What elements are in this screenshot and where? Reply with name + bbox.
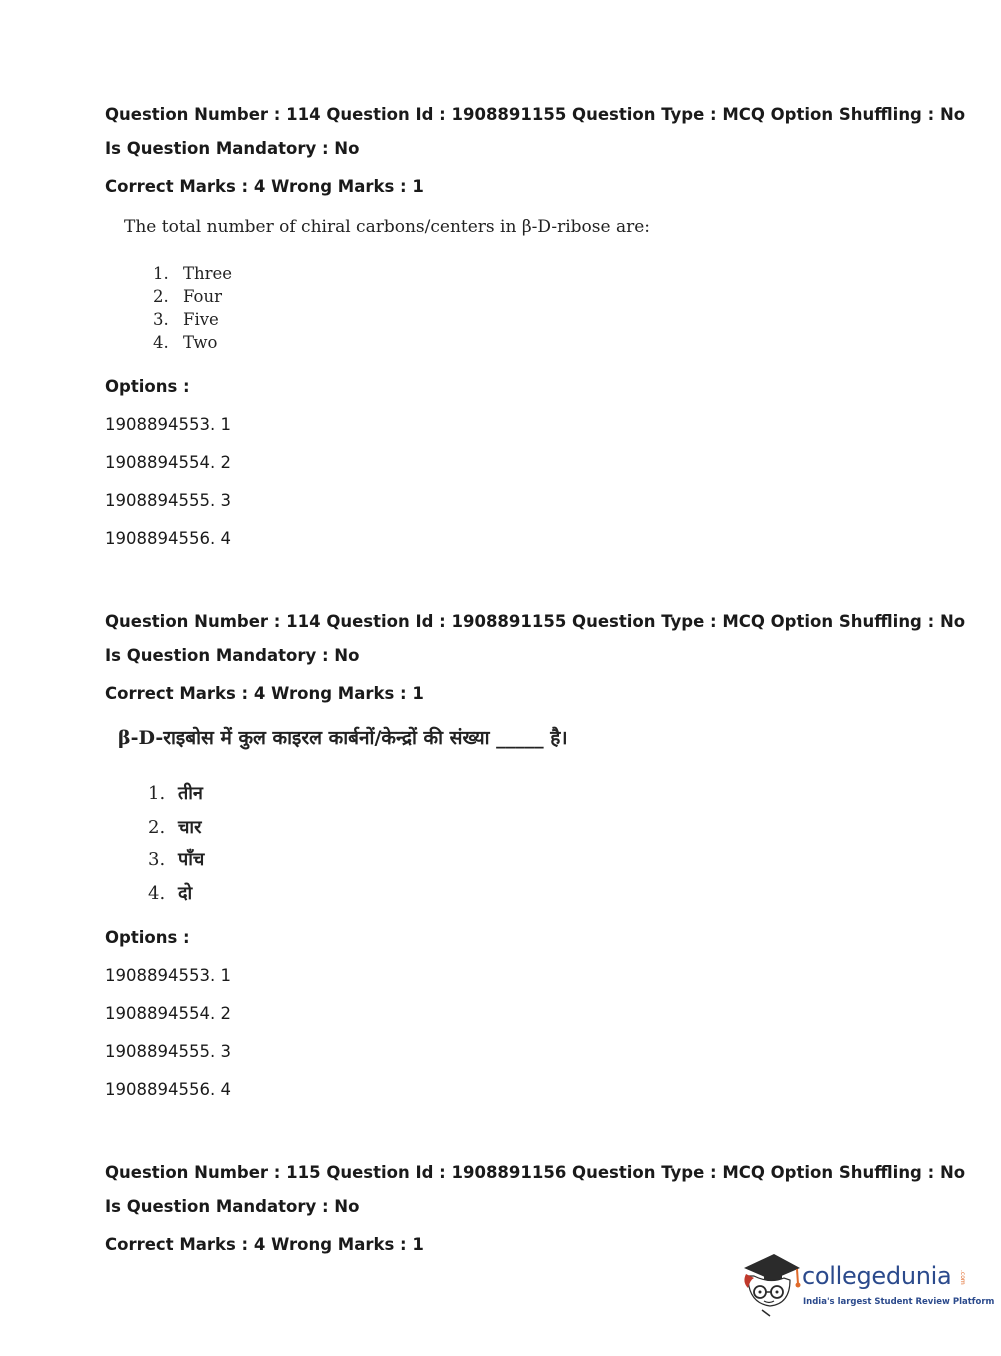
choice-label: Three [183, 264, 233, 283]
logo-wordmark: collegedunia [802, 1262, 952, 1290]
q2-choice-4 [148, 883, 192, 905]
q3-meta-line2: Is Question Mandatory : No [105, 1197, 360, 1216]
logo-suffix: .com [959, 1270, 966, 1285]
logo-tagline: India's largest Student Review Platform [803, 1297, 995, 1307]
choice-label: तीन [178, 783, 203, 804]
choice-label: Four [183, 287, 222, 306]
q2-choice-1 [148, 783, 203, 805]
q2-option-3: 1908894555. 3 [105, 1042, 231, 1061]
choice-label: चार [178, 817, 202, 838]
q2-meta-line2: Is Question Mandatory : No [105, 646, 360, 665]
choice-label: Five [183, 310, 219, 329]
q2-meta-line1: Question Number : 114 Question Id : 1908891155 Question Type : MCQ Option Shuffling : No [105, 612, 966, 631]
q1-choice-1 [153, 263, 232, 285]
q1-choice-4 [153, 332, 217, 354]
q2-meta-line3: Correct Marks : 4 Wrong Marks : 1 [105, 684, 424, 703]
choice-number: 1. [148, 783, 166, 804]
choice-number: 2. [153, 287, 169, 306]
q2-choice-3 [148, 849, 204, 871]
choice-label: Two [183, 333, 218, 352]
q1-meta-line2: Is Question Mandatory : No [105, 139, 360, 158]
q2-option-1: 1908894553. 1 [105, 966, 231, 985]
q1-choice-2 [153, 286, 222, 308]
q1-option-2: 1908894554. 2 [105, 453, 231, 472]
q3-meta-line1: Question Number : 115 Question Id : 1908891156 Question Type : MCQ Option Shuffling : No [105, 1163, 966, 1182]
q2-choice-2 [148, 817, 201, 839]
q1-options-heading: Options : [105, 377, 190, 396]
q2-option-2: 1908894554. 2 [105, 1004, 231, 1023]
q1-option-4: 1908894556. 4 [105, 529, 231, 548]
q2-option-4: 1908894556. 4 [105, 1080, 231, 1099]
q2-stem: β-D-राइबोस में कुल काइरल कार्बनों/केन्द्रों की संख्या _____ है। [118, 727, 568, 749]
q1-option-3: 1908894555. 3 [105, 491, 231, 510]
choice-number: 3. [153, 310, 169, 329]
q1-choice-3 [153, 309, 219, 331]
choice-label: पाँच [178, 849, 205, 870]
q1-stem: The total number of chiral carbons/centers in β-D-ribose are: [124, 217, 651, 237]
choice-number: 1. [153, 264, 169, 283]
choice-number: 4. [148, 883, 166, 904]
q1-meta-line3: Correct Marks : 4 Wrong Marks : 1 [105, 177, 424, 196]
q1-meta-line1: Question Number : 114 Question Id : 1908891155 Question Type : MCQ Option Shuffling : No [105, 105, 966, 124]
choice-number: 3. [148, 849, 166, 870]
choice-label: दो [178, 883, 193, 904]
collegedunia-logo[interactable] [740, 1248, 995, 1320]
choice-number: 2. [148, 817, 166, 838]
q3-meta-line3: Correct Marks : 4 Wrong Marks : 1 [105, 1235, 424, 1254]
choice-number: 4. [153, 333, 169, 352]
mascot-graduation-cap-icon [740, 1248, 802, 1318]
q1-option-1: 1908894553. 1 [105, 415, 231, 434]
q2-options-heading: Options : [105, 928, 190, 947]
